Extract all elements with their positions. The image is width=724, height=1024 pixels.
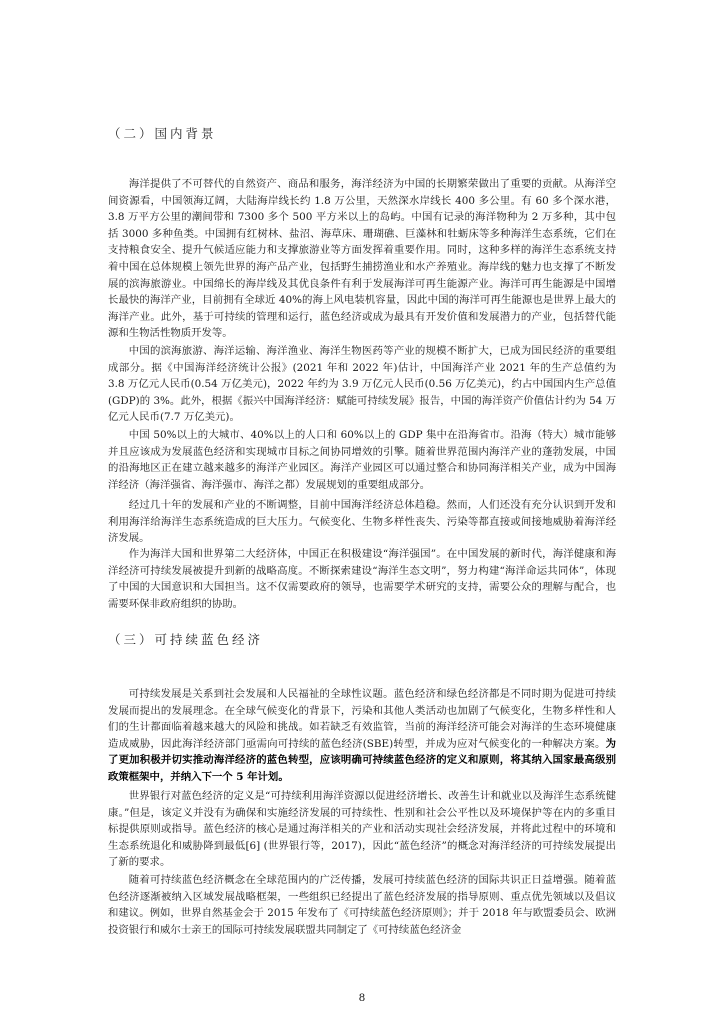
paragraph-world-bank-definition: 世界银行对蓝色经济的定义是“可持续利用海洋资源以促进经济增长、改善生计和就业以及海洋生态系统健康。”但是，该定义并没有为确保和实施经济发展的可持续性、性别和社会公平性以及环境保护等在内的多重目标提供原则或指导。蓝色经济的核心是通过海洋相关的产业和活动实现社会经济发展，并将此过程中的环境和生态系统退化和威胁降到最低[6] (世界银行等，2017)，因此“蓝色经济”的概念对海洋经济的可持续发展提出了新的要求。 [108,790,616,869]
paragraph-maritime-power: 作为海洋大国和世界第二大经济体，中国正在积极建设“海洋强国”。在中国发展的新时代，海洋健康和海洋经济可持续发展被提升到新的战略高度。不断探索建设“海洋生态文明”，努力构建“海洋命运共同体”，体现了中国的大国意识和大国担当。这不仅需要政府的领导，也需要学术研究的支持，需要公众的理解与配合，也需要环保非政府组织的协助。 [108,548,616,610]
paragraph-text: 可持续发展是关系到社会发展和人民福祉的全球性议题。蓝色经济和绿色经济都是不同时期为促进可持续发展而提出的发展理念。在全球气候变化的背景下，污染和其他人类活动也加剧了气候变化，生物多样性和人们的生计都面临着越来越大的风险和挑战。如若缺乏有效监管，当前的海洋经济可能会对海洋的生态环境健康造成威胁，因此海洋经济部门亟需向可持续的蓝色经济(SBE)转型，并成为应对气候变化的一种解决方案。 [108,688,616,750]
paragraph-sustainable-development [108,686,616,786]
bold-recommendation: 为了更加积极并切实推动海洋经济的蓝色转型，应该明确可持续蓝色经济的定义和原则，将其纳入国家最高级别政策框架中，并纳入下一个 5 年计划。 [108,737,616,783]
paragraph-ecosystem-pressure: 经过几十年的发展和产业的不断调整，目前中国海洋经济总体趋稳。然而，人们还没有充分认识到开发和利用海洋给海洋生态系统造成的巨大压力。气候变化、生物多样性丧失、污染等都直接或间接地威胁着海洋经济发展。 [108,499,616,545]
paragraph-marine-resources: 海洋提供了不可替代的自然资产、商品和服务，海洋经济为中国的长期繁荣做出了重要的贡献。从海洋空间资源看，中国领海辽阔，大陆海岸线长约 1.8 万公里，天然深水岸线长 400 多公里。有 60 多个深水港，3.8 万平方公里的潮间带和 7300 多个 500 平方米以上的岛屿。中国有记录的海洋物种为 2 万多种，其中包括 3000 多种鱼类。中国拥有红树林、盐沼、海草床、珊瑚礁、巨藻林和牡蛎床等多种海洋生态系统，它们在支持粮食安全、提升气候适应能力和支撑旅游业等方面发挥着重要作用。同时，这种多样的海洋生态系统支持着中国在总体规模上领先世界的海产品产业，包括野生捕捞渔业和水产养殖业。海岸线的魅力也支撑了不断发展的滨海旅游业。中国绵长的海岸线及其优良条件有利于发展海洋可再生能源产业。海洋可再生能源是中国增长最快的海洋产业，目前拥有全球近 40%的海上风电装机容量，因此中国的海洋可再生能源也是世界上最大的海洋产业。此外，基于可持续的管理和运行，蓝色经济或成为最具有开发价值和发展潜力的产业，包括替代能源和生物活性物质开发等。 [108,178,616,340]
paragraph-coastal-cities: 中国 50%以上的大城市、40%以上的人口和 60%以上的 GDP 集中在沿海省市。沿海（特大）城市能够并且应该成为发展蓝色经济和实现城市目标之间协同增效的引擎。随着世界范围内海洋产业的蓬勃发展，中国的沿海地区正在建立越来越多的海洋产业园区。海洋产业园区可以通过整合和协同海洋相关产业，成为中国海洋经济（海洋强省、海洋强市、海洋之都）发展规划的重要组成部分。 [108,429,616,491]
section-heading-sustainable-blue-economy: （三）可持续蓝色经济 [108,632,264,647]
paragraph-marine-industry-output: 中国的滨海旅游、海洋运输、海洋渔业、海洋生物医药等产业的规模不断扩大，已成为国民经济的重要组成部分。据《中国海洋经济统计公报》(2021 年和 2022 年)估计，中国海洋产业 2021 年的生产总值约为 3.8 万亿元人民币(0.54 万亿美元)，2022 年约为 3.9 万亿元人民币(0.56 万亿美元)，约占中国国内生产总值(GDP)的 3%。此外，根据《振兴中国海洋经济：赋能可持续发展》报告，中国的海洋资产价值估计约为 54 万亿元人民币(7.7 万亿美元)。 [108,345,616,424]
paragraph-international-consensus: 随着可持续蓝色经济概念在全球范围内的广泛传播，发展可持续蓝色经济的国际共识正日益增强。随着蓝色经济逐渐被纳入区域发展战略框架，一些组织已经提出了蓝色经济发展的指导原则、重点优先领域以及倡议和建议。例如，世界自然基金会于 2015 年发布了《可持续蓝色经济原则》；并于 2018 年与欧盟委员会、欧洲投资银行和威尔士亲王的国际可持续发展联盟共同制定了《可持续蓝色经济金 [108,874,616,936]
page-number: 8 [358,992,366,1004]
section-heading-domestic-background: （二）国内背景 [108,126,217,141]
